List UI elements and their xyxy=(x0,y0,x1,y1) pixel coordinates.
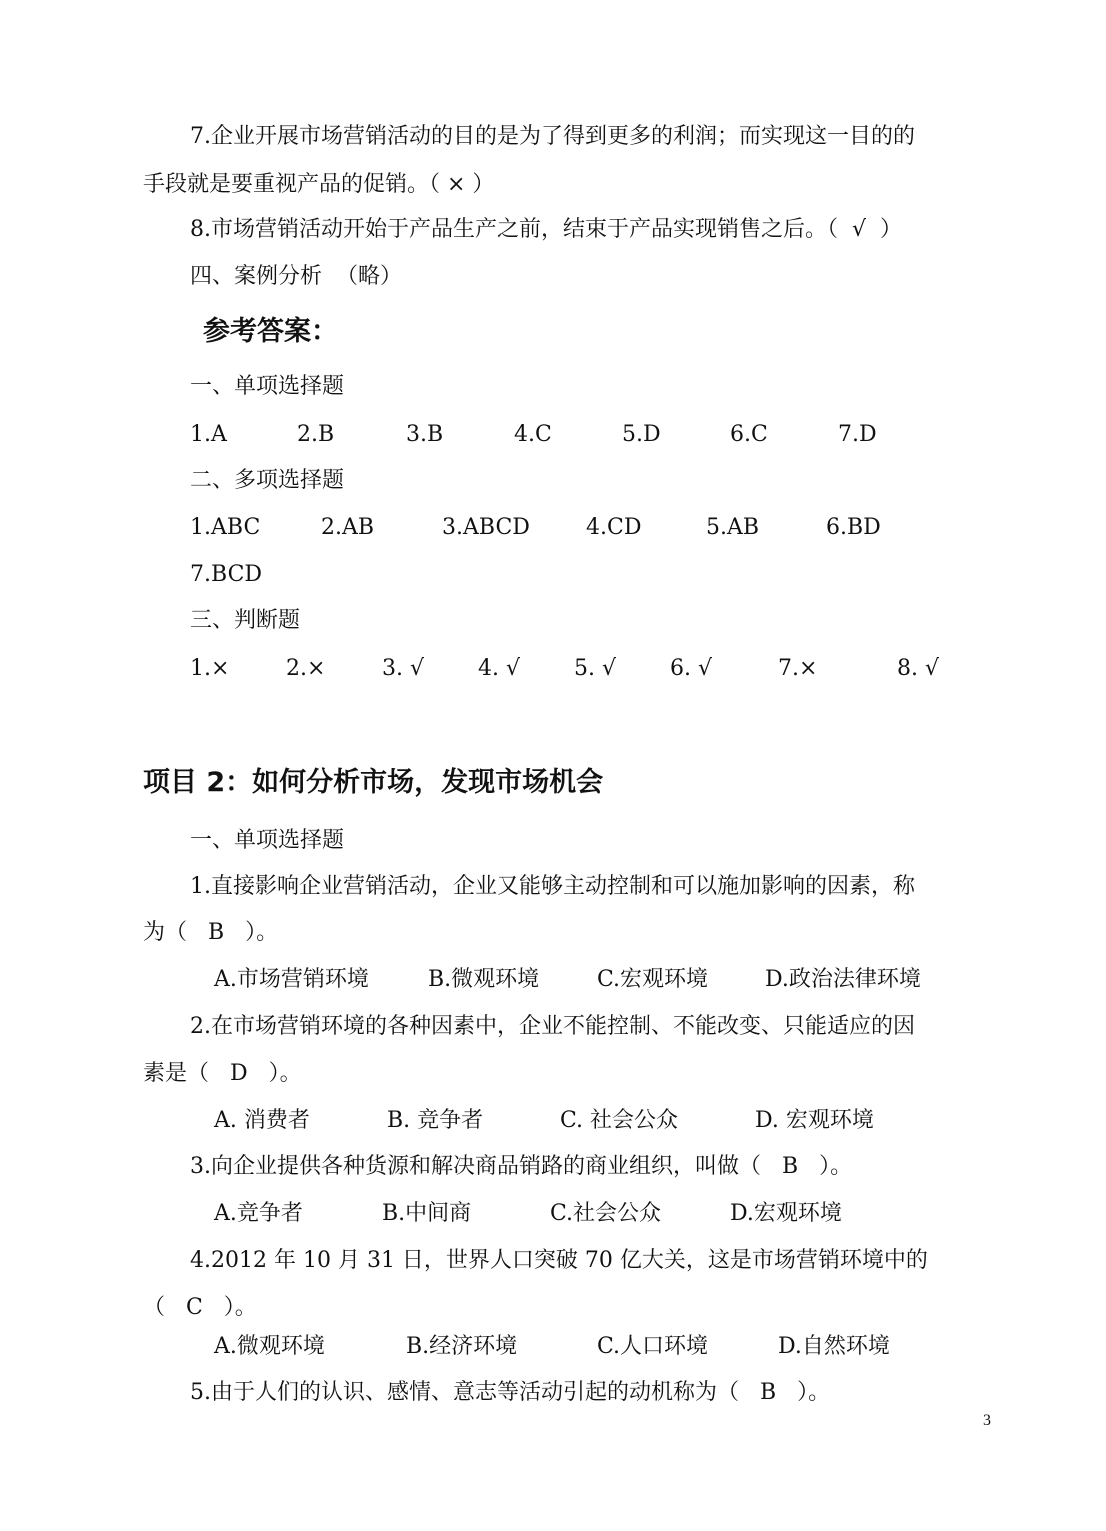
option-d: D.宏观环境 xyxy=(730,1201,842,1226)
option-b: B.中间商 xyxy=(382,1201,472,1226)
option-b: B. 竞争者 xyxy=(387,1108,484,1133)
option-b: B.经济环境 xyxy=(406,1334,518,1359)
option-c: C.宏观环境 xyxy=(597,967,709,992)
answers-judge-title: 三、判断题 xyxy=(190,608,301,633)
answers-heading: 参考答案： xyxy=(203,316,338,347)
answers-single-row xyxy=(0,420,1106,450)
answer-item: 6.C xyxy=(730,422,768,447)
section-4-title: 四、案例分析 （略） xyxy=(190,264,402,289)
answers-multi-row xyxy=(0,513,1106,543)
answer-item: 7.× xyxy=(778,656,818,681)
answers-judge-row xyxy=(0,654,1106,684)
q7-text-line1: 7.企业开展市场营销活动的目的是为了得到更多的利润；而实现这一目的的 xyxy=(190,124,915,149)
answer-item: 1.× xyxy=(190,656,230,681)
answer-item: 6.BD xyxy=(826,515,881,540)
project2-single-title: 一、单项选择题 xyxy=(190,828,345,853)
option-d: D.政治法律环境 xyxy=(765,967,921,992)
answer-item: 6. √ xyxy=(670,656,713,681)
answer-item: 2.× xyxy=(286,656,326,681)
option-a: A.市场营销环境 xyxy=(214,967,369,992)
p2-q2-options xyxy=(0,1106,1106,1136)
option-d: D. 宏观环境 xyxy=(755,1108,874,1133)
option-a: A.竞争者 xyxy=(214,1201,303,1226)
answer-item: 2.B xyxy=(297,422,335,447)
p2-q3-options xyxy=(0,1199,1106,1229)
p2-q1-line2: 为（ B ）。 xyxy=(143,920,279,945)
answer-item: 3.ABCD xyxy=(442,515,530,540)
answer-item: 7.BCD xyxy=(190,562,263,587)
option-a: A.微观环境 xyxy=(214,1334,325,1359)
option-c: C.社会公众 xyxy=(550,1201,662,1226)
p2-q2-line1: 2.在市场营销环境的各种因素中，企业不能控制、不能改变、只能适应的因 xyxy=(190,1014,915,1039)
answer-item: 5. √ xyxy=(574,656,617,681)
page-number: 3 xyxy=(983,1412,991,1429)
answers-single-title: 一、单项选择题 xyxy=(190,374,345,399)
option-c: C. 社会公众 xyxy=(560,1108,679,1133)
p2-q1-line1: 1.直接影响企业营销活动，企业又能够主动控制和可以施加影响的因素，称 xyxy=(190,874,915,899)
project2-heading: 项目 2：如何分析市场，发现市场机会 xyxy=(143,767,604,798)
answer-item: 8. √ xyxy=(897,656,940,681)
answer-item: 1.ABC xyxy=(190,515,261,540)
option-c: C.人口环境 xyxy=(597,1334,709,1359)
answer-item: 4.CD xyxy=(586,515,642,540)
answer-item: 4. √ xyxy=(478,656,521,681)
answer-item: 3. √ xyxy=(382,656,425,681)
option-d: D.自然环境 xyxy=(778,1334,890,1359)
option-a: A. 消费者 xyxy=(214,1108,310,1133)
answer-item: 7.D xyxy=(838,422,877,447)
answer-item: 3.B xyxy=(406,422,444,447)
answer-item: 4.C xyxy=(514,422,552,447)
p2-q5: 5.由于人们的认识、感情、意志等活动引起的动机称为（ B ）。 xyxy=(190,1380,831,1405)
p2-q3: 3.向企业提供各种货源和解决商品销路的商业组织，叫做（ B ）。 xyxy=(190,1154,853,1179)
answer-item: 5.AB xyxy=(706,515,760,540)
q8-text: 8.市场营销活动开始于产品生产之前，结束于产品实现销售之后。（ √ ） xyxy=(190,217,902,242)
p2-q4-options xyxy=(0,1332,1106,1362)
q7-text-line2: 手段就是要重视产品的促销。（ × ） xyxy=(143,172,495,197)
answer-item: 2.AB xyxy=(321,515,375,540)
p2-q4-line2: （ C ）。 xyxy=(143,1295,257,1320)
answer-item: 5.D xyxy=(622,422,661,447)
answer-item: 1.A xyxy=(190,422,227,447)
p2-q4-line1: 4.2012 年 10 月 31 日，世界人口突破 70 亿大关，这是市场营销环境中的 xyxy=(190,1248,928,1273)
option-b: B.微观环境 xyxy=(428,967,540,992)
p2-q1-options xyxy=(0,965,1106,995)
p2-q2-line2: 素是（ D ）。 xyxy=(143,1061,302,1086)
answers-multi-title: 二、多项选择题 xyxy=(190,468,345,493)
